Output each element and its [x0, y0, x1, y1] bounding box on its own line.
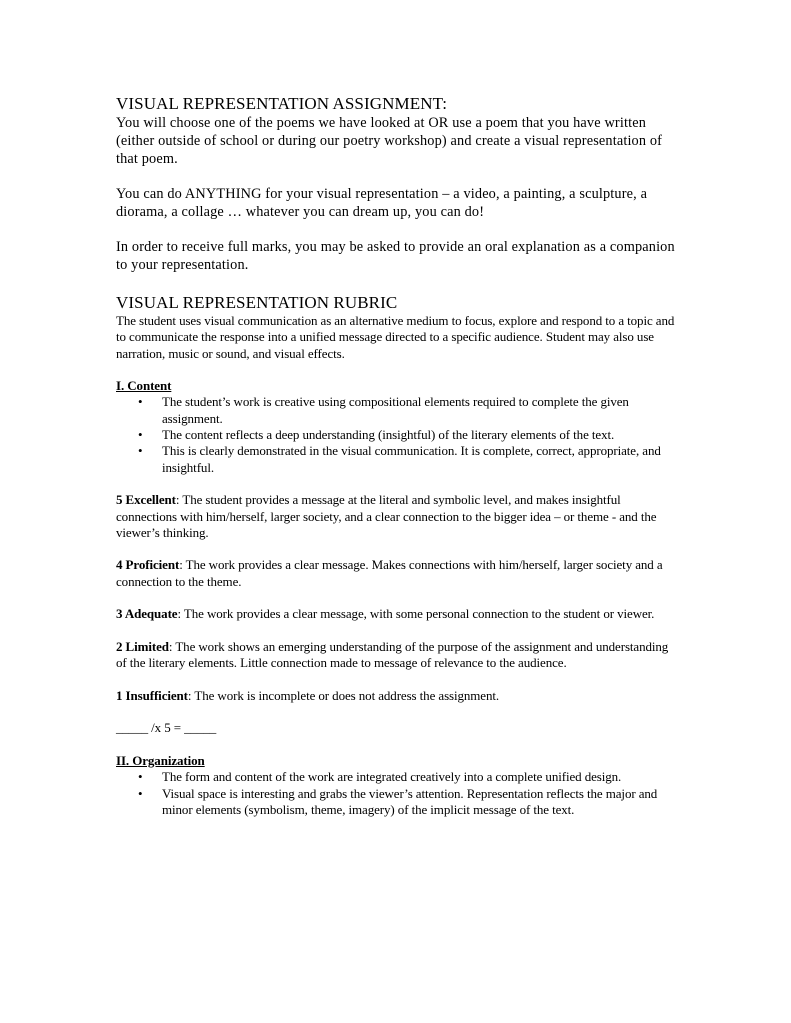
organization-section-heading: II. Organization — [116, 753, 205, 769]
list-item — [116, 443, 678, 476]
assignment-paragraph: You can do ANYTHING for your visual representation – a video, a painting, a sculpture, a diorama, a collage … whatever you can dream up, you can do! — [116, 186, 648, 220]
rubric-description: The student uses visual communication as an alternative medium to focus, explore and respond to a topic and to communicate the response into a unified message directed to a specific audience. Student may also use narration, music or sound, and visual effects. — [116, 313, 675, 361]
level-name: 4 Proficient — [116, 557, 180, 573]
rubric-body — [116, 313, 678, 818]
level-name: 5 Excellent — [116, 492, 176, 508]
list-item — [116, 786, 678, 819]
bullet-icon: • — [138, 427, 143, 443]
rubric-title: VISUAL REPRESENTATION RUBRIC — [116, 293, 398, 312]
level-description: : The student provides a message at the literal and symbolic level, and makes insightful connections with him/herself, larger society, and a clear connection to the bigger idea – or theme - and the viewer’s thinking. — [116, 492, 657, 540]
score-line: _____ /x 5 = _____ — [116, 720, 217, 736]
level-limited — [116, 639, 678, 672]
bullet-icon: • — [138, 769, 143, 785]
level-name: 1 Insufficient — [116, 687, 188, 703]
criterion-text: Visual space is interesting and grabs the viewer’s attention. Representation reflects the major and minor elements (symbolism, theme, imagery) of the implicit message of the text. — [162, 785, 658, 817]
assignment-paragraph: In order to receive full marks, you may be asked to provide an oral explanation as a companion to your representation. — [116, 239, 675, 273]
list-item — [116, 394, 678, 427]
assignment-instructions — [116, 114, 678, 274]
level-adequate — [116, 606, 678, 622]
criterion-text: This is clearly demonstrated in the visual communication. It is complete, correct, appropriate, and insightful. — [162, 443, 661, 475]
bullet-icon: • — [138, 785, 143, 801]
assignment-paragraph: You will choose one of the poems we have looked at OR use a poem that you have written (either outside of school or during our poetry workshop) and create a visual representation of that poem. — [116, 115, 663, 167]
level-description: : The work is incomplete or does not address the assignment. — [187, 687, 500, 703]
list-item — [116, 769, 678, 785]
content-section-heading: I. Content — [116, 378, 172, 394]
level-insufficient — [116, 688, 678, 704]
organization-criteria-list — [116, 769, 678, 818]
level-description: : The work provides a clear message, with some personal connection to the student or viewer. — [177, 606, 655, 622]
bullet-icon: • — [138, 443, 143, 459]
content-criteria-list — [116, 394, 678, 475]
level-proficient — [116, 557, 678, 590]
level-name: 2 Limited — [116, 638, 169, 654]
level-name: 3 Adequate — [116, 606, 178, 622]
assignment-title: VISUAL REPRESENTATION ASSIGNMENT: — [116, 94, 448, 113]
list-item — [116, 427, 678, 443]
criterion-text: The student’s work is creative using compositional elements required to complete the given assignment. — [162, 394, 629, 426]
document-page — [116, 94, 678, 818]
criterion-text: The content reflects a deep understanding (insightful) of the literary elements of the text. — [162, 427, 615, 443]
level-description: : The work shows an emerging understanding of the purpose of the assignment and understanding of the literary elements. Little connection made to message of relevance to the audience. — [116, 638, 669, 671]
bullet-icon: • — [138, 394, 143, 410]
level-description: : The work provides a clear message. Makes connections with him/herself, larger society and a connection to the theme. — [116, 557, 663, 589]
level-excellent — [116, 492, 678, 541]
criterion-text: The form and content of the work are integrated creatively into a complete unified design. — [162, 769, 622, 785]
